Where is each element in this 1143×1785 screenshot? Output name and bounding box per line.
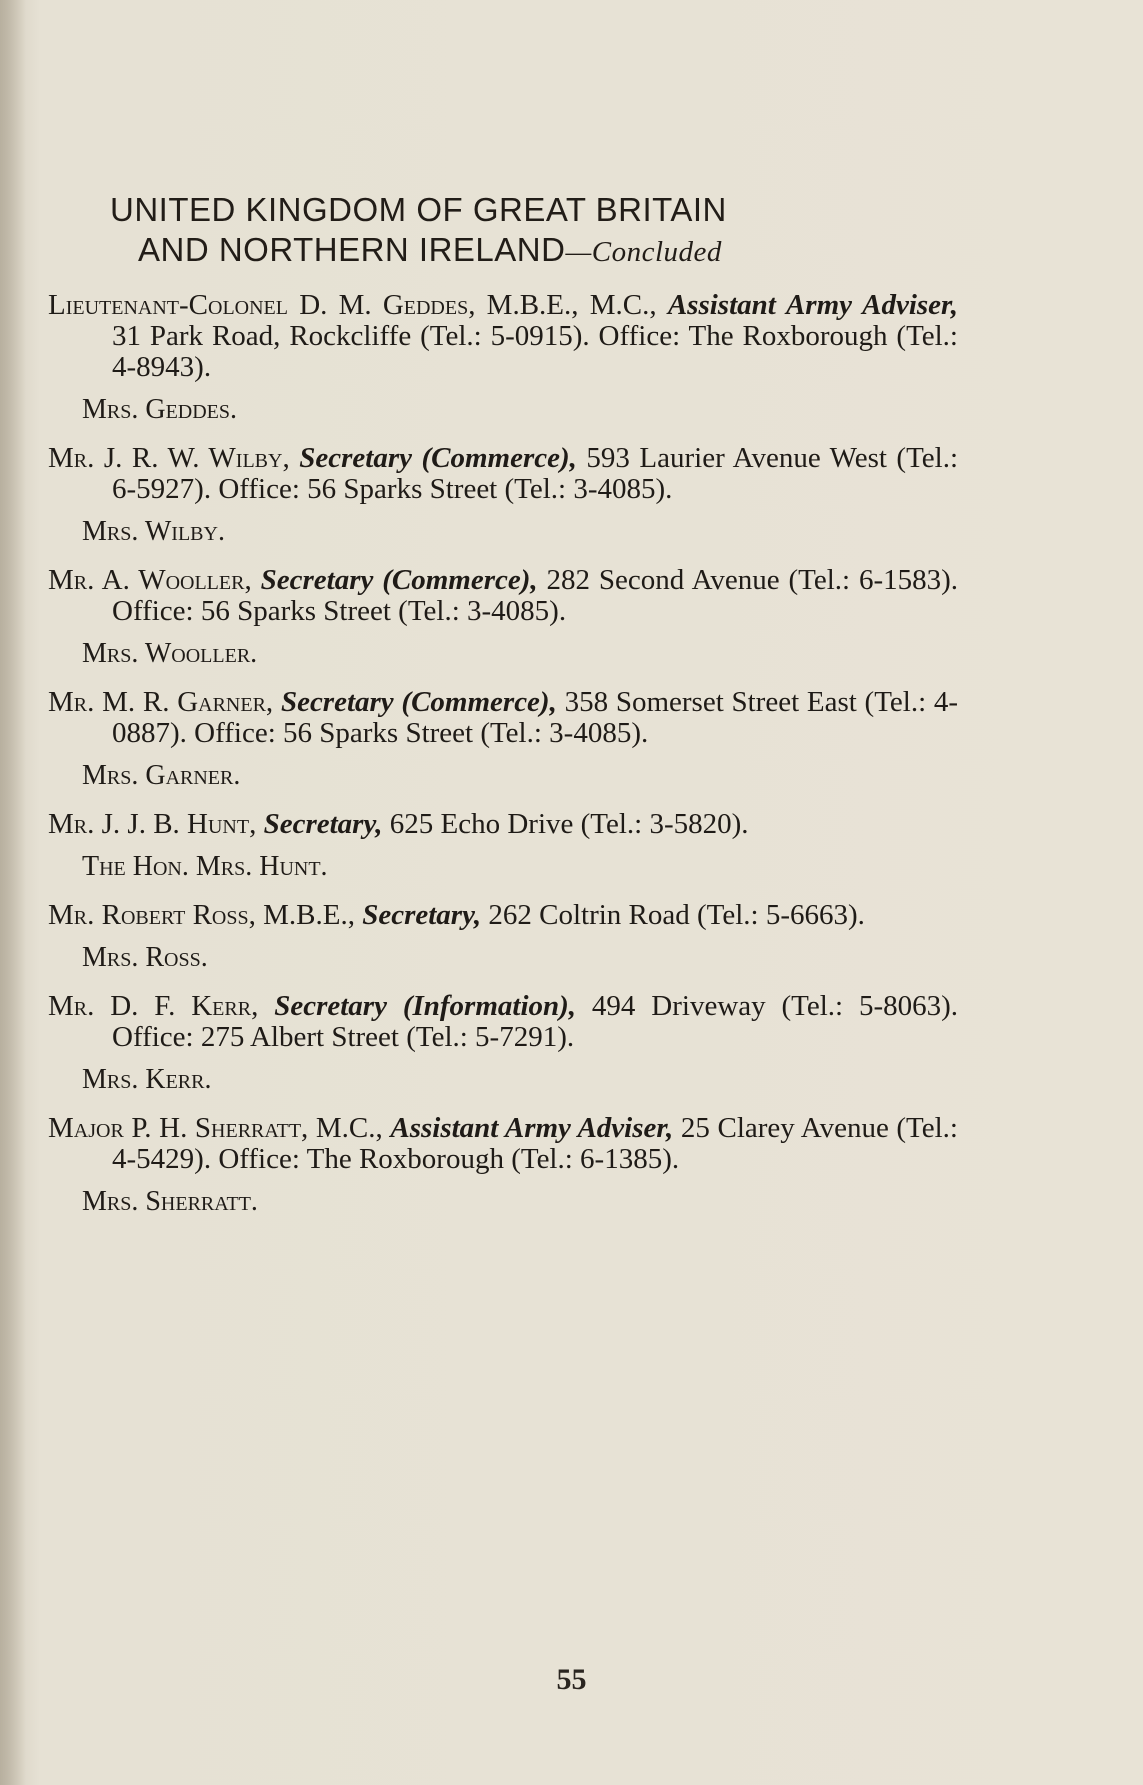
entry-role: Secretary (Commerce), — [260, 564, 538, 596]
title-suffix: —Concluded — [565, 236, 722, 268]
entry-spouse: Mrs. Kerr. — [82, 1064, 212, 1095]
entry-name: Mr. J. R. W. Wilby, — [48, 442, 290, 474]
entry-details: 262 Coltrin Road (Tel.: 5-6663). — [488, 899, 865, 931]
entry-details: 358 Somerset Street East (Tel.: 4-0887). Office: 56 Sparks Street (Tel.: 3-4085). — [112, 686, 959, 749]
entry-details: 625 Echo Drive (Tel.: 3-5820). — [389, 808, 749, 840]
entry-role: Secretary (Commerce), — [280, 686, 557, 718]
entry-name: Mr. J. J. B. Hunt, — [48, 808, 257, 840]
entry-text — [48, 991, 958, 1053]
entry-text — [48, 687, 958, 749]
entry-spouse: Mrs. Garner. — [82, 760, 241, 791]
entry-spouse: Mrs. Ross. — [82, 942, 208, 973]
entry-details: 282 Second Avenue (Tel.: 6-1583). Office: 56 Sparks Street (Tel.: 3-4085). — [112, 564, 959, 627]
entry-text — [48, 290, 958, 383]
entry — [48, 900, 958, 975]
entry-name: Mr. Robert Ross, M.B.E., — [48, 899, 355, 931]
entry-role: Secretary, — [362, 899, 482, 931]
entry-text — [48, 900, 958, 931]
directory-entries — [48, 290, 958, 1235]
entry-text — [48, 443, 958, 505]
entry-spouse: Mrs. Wilby. — [82, 516, 225, 547]
entry-role: Assistant Army Adviser, — [390, 1112, 674, 1144]
entry-name: Lieutenant-Colonel D. M. Geddes, M.B.E., M.C., — [48, 289, 657, 321]
page-number: 55 — [556, 1663, 587, 1696]
title-line-2-text: AND NORTHERN IRELAND — [138, 231, 566, 268]
entry-details: 593 Laurier Avenue West (Tel.: 6-5927). Office: 56 Sparks Street (Tel.: 3-4085). — [112, 442, 959, 505]
entry-role: Secretary, — [263, 808, 383, 840]
entry — [48, 290, 958, 427]
entry-details: 31 Park Road, Rockcliffe (Tel.: 5-0915). Office: The Roxborough (Tel.: 4-8943). — [112, 320, 958, 383]
entry-role: Secretary (Commerce), — [299, 442, 577, 474]
entry-spouse: The Hon. Mrs. Hunt. — [82, 851, 328, 882]
title-line-1: UNITED KINGDOM OF GREAT BRITAIN — [110, 191, 727, 228]
entry — [48, 1113, 958, 1219]
entry-text — [48, 809, 958, 840]
entry-name: Mr. D. F. Kerr, — [48, 990, 259, 1022]
entry-details: 25 Clarey Avenue (Tel.: 4-5429). Office: The Roxborough (Tel.: 6-1385). — [112, 1112, 958, 1175]
entry-spouse: Mrs. Geddes. — [82, 394, 238, 425]
entry-name: Major P. H. Sherratt, M.C., — [48, 1112, 383, 1144]
entry-name: Mr. M. R. Garner, — [48, 686, 274, 718]
entry-text — [48, 1113, 958, 1175]
entry — [48, 565, 958, 671]
section-title — [110, 190, 910, 272]
entry-spouse: Mrs. Sherratt. — [82, 1186, 258, 1217]
entry — [48, 687, 958, 793]
entry-text — [48, 565, 958, 627]
entry-role: Assistant Army Adviser, — [667, 289, 958, 321]
gutter-shadow — [0, 0, 26, 1785]
entry-spouse: Mrs. Wooller. — [82, 638, 258, 669]
entry-name: Mr. A. Wooller, — [48, 564, 252, 596]
entry-role: Secretary (Information), — [274, 990, 577, 1022]
title-line-2 — [110, 230, 910, 272]
entry — [48, 443, 958, 549]
entry — [48, 809, 958, 884]
entry-details: 494 Driveway (Tel.: 5-8063). Office: 275 Albert Street (Tel.: 5-7291). — [112, 990, 959, 1053]
entry — [48, 991, 958, 1097]
